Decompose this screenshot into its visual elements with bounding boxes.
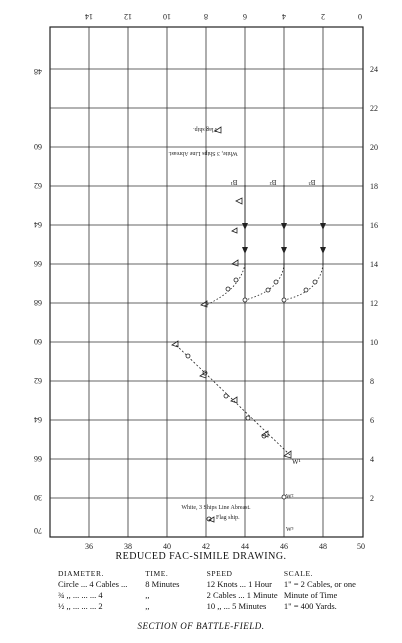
upper-flagship-note: Flag ship. xyxy=(193,126,217,132)
legend-cell: Circle ... 4 Cables ... xyxy=(58,579,128,589)
left-axis-label: 66 xyxy=(34,454,42,463)
legend-row xyxy=(58,601,378,612)
turn-b1 xyxy=(204,264,245,306)
left-axis-label: 66 xyxy=(34,259,42,268)
label-w2: W² xyxy=(286,494,294,500)
legend-cell: ½ ,, ... ... ... 2 xyxy=(58,601,103,611)
ship-tracks xyxy=(176,185,323,455)
left-axis-label: 62 xyxy=(34,376,42,385)
left-axis-label: 62 xyxy=(34,181,42,190)
label-w1: W¹ xyxy=(292,458,301,466)
right-axis-label: 18 xyxy=(370,182,378,191)
label-b3: B³ xyxy=(308,178,316,186)
right-axis-label: 12 xyxy=(370,299,378,308)
right-axis-label: 16 xyxy=(370,221,378,230)
legend-cell: ¾ ,, ... ... ... 4 xyxy=(58,590,103,600)
top-axis-label: 2 xyxy=(321,12,325,21)
left-axis-label: 64 xyxy=(34,220,42,229)
bottom-axis-label: 44 xyxy=(241,542,249,551)
bottom-axis-label: 40 xyxy=(163,542,171,551)
left-axis-label: 70 xyxy=(34,526,42,535)
label-w3: W³ xyxy=(286,527,294,533)
bottom-axis-label: 48 xyxy=(319,542,327,551)
legend-row xyxy=(58,579,378,590)
top-axis-label: 0 xyxy=(358,12,362,21)
top-axis-label: 6 xyxy=(243,12,247,21)
legend-header-speed: SPEED xyxy=(206,569,233,578)
section-caption: SECTION OF BATTLE-FIELD. xyxy=(137,621,265,631)
label-b2: B² xyxy=(269,178,277,186)
legend-header xyxy=(58,568,378,579)
label-b1: B¹ xyxy=(230,178,238,186)
right-axis-label: 8 xyxy=(370,377,374,386)
bottom-axis-label: 50 xyxy=(357,542,365,551)
legend-cell: ,, xyxy=(145,590,150,600)
right-axis-label: 22 xyxy=(370,104,378,113)
legend-header-scale: SCALE. xyxy=(283,569,314,578)
legend-cell: 1" = 400 Yards. xyxy=(283,601,337,611)
legend-cell: 8 Minutes xyxy=(145,579,180,589)
top-axis-label: 12 xyxy=(124,12,132,21)
bottom-axis-label: 46 xyxy=(280,542,288,551)
legend-row xyxy=(58,590,378,601)
top-axis-label: 14 xyxy=(85,12,93,21)
left-axis-label: 64 xyxy=(34,415,42,424)
top-axis-label: 8 xyxy=(204,12,208,21)
legend-cell: Minute of Time xyxy=(283,590,338,600)
right-axis-label: 10 xyxy=(370,338,378,347)
right-axis-label: 14 xyxy=(370,260,378,269)
annotations xyxy=(168,126,316,533)
right-axis-label: 20 xyxy=(370,143,378,152)
legend-cell: 2 Cables ... 1 Minute xyxy=(206,590,278,600)
bottom-axis-label: 36 xyxy=(85,542,93,551)
right-axis-label: 2 xyxy=(370,494,374,503)
left-axis-label: 60 xyxy=(34,142,42,151)
legend-cell: 1" = 2 Cables, or one xyxy=(283,579,356,589)
legend-header-time: TIME. xyxy=(145,569,169,578)
right-axis-label: 24 xyxy=(370,65,378,74)
left-axis-label: 60 xyxy=(34,337,42,346)
legend-cell: 10 ,, ... 5 Minutes xyxy=(206,601,267,611)
left-axis-label: 30 xyxy=(34,493,42,502)
legend-header-diameter: DIAMETER. xyxy=(58,569,105,578)
legend-table xyxy=(58,568,378,612)
legend-cell: 12 Knots ... 1 Hour xyxy=(206,579,273,589)
top-axis-label: 4 xyxy=(282,12,286,21)
left-axis-label: 68 xyxy=(34,298,42,307)
left-axis-label: 48 xyxy=(34,67,42,76)
upper-ships-note: White, 3 Ships Line Abreast. xyxy=(168,150,238,156)
bottom-axis-label: 38 xyxy=(124,542,132,551)
legend-cell: ,, xyxy=(145,601,150,611)
bottom-axis-label: 42 xyxy=(202,542,210,551)
lower-flagship-note: Flag ship. xyxy=(216,515,240,521)
drawing-title: REDUCED FAC-SIMILE DRAWING. xyxy=(115,551,287,562)
top-axis-label: 10 xyxy=(163,12,171,21)
right-axis-label: 6 xyxy=(370,416,374,425)
lower-ships-note: White, 3 Ships Line Abreast. xyxy=(181,505,251,511)
right-axis-label: 4 xyxy=(370,455,374,464)
